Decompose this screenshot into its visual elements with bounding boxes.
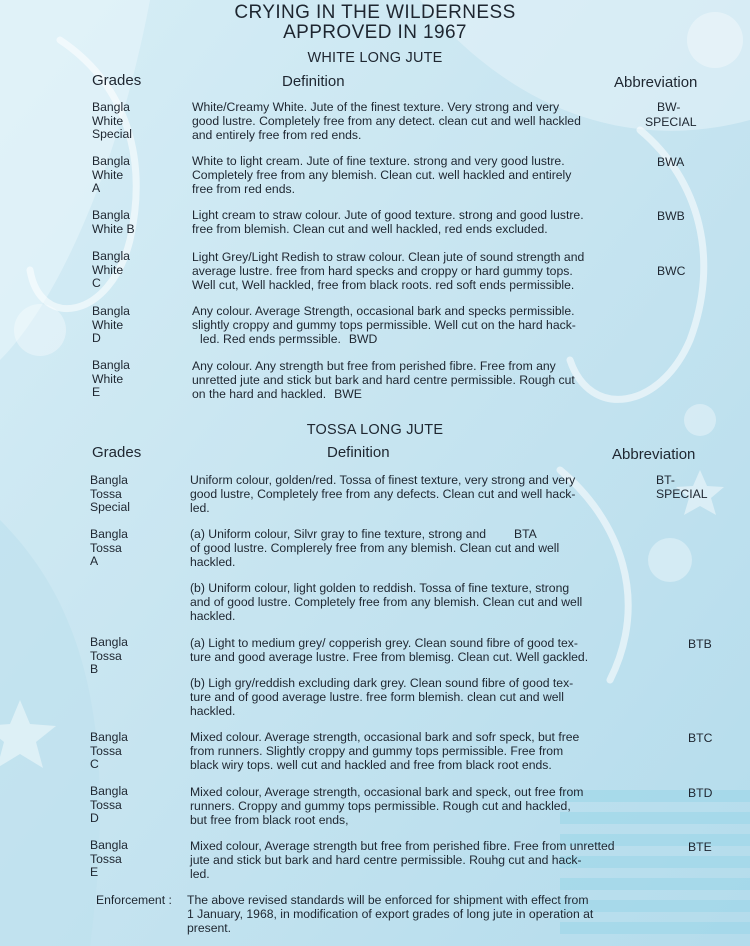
white-abbr-special: BW- — [657, 100, 681, 114]
def-line: White/Creamy White. Jute of the finest texture. Very strong and very — [192, 100, 560, 114]
def-line: present. — [187, 920, 232, 935]
def-line: on the hard and hackled. — [192, 386, 327, 401]
def-line: of good lustre. Complerely free from any blemish. Clean cut and well — [190, 540, 560, 555]
tossa-grade-b: Bangla Tossa B — [90, 635, 128, 676]
def-line: hackled. — [190, 554, 236, 569]
def-line: but free from black root ends, — [190, 812, 349, 827]
white-abbreviation-header: Abbreviation — [614, 74, 698, 91]
tossa-def-special — [190, 474, 575, 515]
def-line: (a) Uniform colour, Silvr gray to fine texture, strong and — [190, 527, 487, 541]
white-def-b — [192, 209, 584, 237]
white-def-a — [192, 155, 571, 196]
tossa-abbr-special-2: SPECIAL — [656, 487, 708, 501]
def-line: from runners. Slightly croppy and gummy tops permissible. Free from — [190, 743, 564, 758]
def-line: unretted jute and stick but bark and hard centre permissible. Rough cut — [192, 372, 575, 387]
def-line: jute and stick but bark and hard centre permissible. Rouhg cut and hack- — [190, 852, 582, 867]
def-line: led. — [190, 866, 210, 881]
white-grade-c: Bangla White C — [92, 249, 130, 290]
def-line: hackled. — [190, 608, 236, 623]
def-line: led. Red ends permssible. — [200, 331, 341, 346]
def-line: average lustre. free from hard specks and croppy or hard gummy tops. — [192, 263, 573, 278]
tossa-abbr-d: BTD — [688, 786, 713, 800]
def-line: Completely free from any blemish. Clean cut. well hackled and entirely — [192, 167, 572, 182]
def-line: Mixed colour, Average strength, occasional bark and speck, out free from — [190, 785, 584, 799]
def-line: 1 January, 1968, in modification of export grades of long jute in operation at — [187, 906, 594, 921]
def-line: free from blemish. Clean cut and well hackled, red ends excluded. — [192, 221, 548, 236]
def-line: and entirely free from red ends. — [192, 127, 362, 142]
tossa-def-c — [190, 731, 579, 772]
def-line: runners. Croppy and gummy tops permissible. Rough cut and hackled, — [190, 798, 571, 813]
tossa-def-d — [190, 786, 583, 827]
tossa-grade-c: Bangla Tossa C — [90, 730, 128, 771]
white-abbr-d: BWD — [348, 331, 378, 346]
def-line-with-abbr — [192, 388, 575, 402]
def-line: led. — [190, 500, 210, 515]
def-line: Light Grey/Light Redish to straw colour. Clean jute of sound strength and — [192, 250, 585, 264]
def-line: free from red ends. — [192, 181, 295, 196]
def-line: Any colour. Average Strength, occasional bark and specks permissible. — [192, 304, 575, 318]
tossa-abbr-special: BT- — [656, 473, 675, 487]
white-grade-d: Bangla White D — [92, 304, 130, 345]
def-line: Uniform colour, golden/red. Tossa of finest texture, very strong and very — [190, 473, 576, 487]
tossa-abbr-b: BTB — [688, 637, 712, 651]
white-grade-e: Bangla White E — [92, 358, 130, 399]
def-line: Mixed colour. Average strength, occasional bark and sofr speck, but free — [190, 730, 580, 744]
white-def-e — [192, 360, 575, 401]
def-line: The above revised standards will be enforced for shipment with effect from — [187, 893, 589, 907]
tossa-grades-header: Grades — [92, 444, 142, 461]
def-line: good lustre. Completely free from any detect. clean cut and well hackled — [192, 113, 581, 128]
def-line: ture and good average lustre. Free from blemisg. Clean cut. Well gackled. — [190, 649, 589, 664]
def-line: Any colour. Any strength but free from perished fibre. Free from any — [192, 359, 556, 373]
tossa-grade-e: Bangla Tossa E — [90, 838, 128, 879]
tossa-def-b — [190, 637, 588, 665]
white-abbr-e: BWE — [334, 386, 362, 401]
def-line: (b) Ligh gry/reddish excluding dark grey. Clean sound fibre of good tex- — [190, 676, 574, 690]
tossa-grade-a: Bangla Tossa A — [90, 527, 128, 568]
white-abbr-a: BWA — [657, 155, 685, 169]
tossa-def-e — [190, 840, 615, 881]
white-abbr-special-2: SPECIAL — [645, 115, 697, 129]
title-line-1: CRYING IN THE WILDERNESS — [234, 2, 516, 23]
def-line: hackled. — [190, 703, 236, 718]
title-line-2: APPROVED IN 1967 — [283, 22, 467, 43]
def-line: ture and of good average lustre. free form blemish. clean cut and well — [190, 689, 564, 704]
tossa-grade-special: Bangla Tossa Special — [90, 473, 130, 514]
white-grade-b: Bangla White B — [92, 208, 135, 236]
white-grade-special: Bangla White Special — [92, 100, 132, 141]
tossa-def-a-b — [190, 582, 582, 623]
tossa-def-a — [190, 528, 559, 569]
tossa-def-b-b — [190, 677, 573, 718]
def-line: White to light cream. Jute of fine texture. strong and very good lustre. — [192, 154, 565, 168]
def-line: and of good lustre. Completely free from any blemish. Clean cut and well — [190, 594, 583, 609]
white-abbr-c: BWC — [657, 264, 686, 278]
tossa-abbr-c: BTC — [688, 731, 713, 745]
enforcement-text — [187, 894, 593, 935]
def-line-with-abbr — [192, 333, 576, 347]
tossa-definition-header: Definition — [327, 444, 390, 461]
def-line: Mixed colour, Average strength but free from perished fibre. Free from unretted — [190, 839, 615, 853]
def-line: black wiry tops. well cut and hackled and free from black root ends. — [190, 757, 552, 772]
tossa-abbr-a: BTA — [514, 527, 537, 541]
white-grades-header: Grades — [92, 72, 142, 89]
def-line: Light cream to straw colour. Jute of good texture. strong and good lustre. — [192, 208, 584, 222]
white-def-c — [192, 251, 584, 292]
def-line: (b) Uniform colour, light golden to reddish. Tossa of fine texture, strong — [190, 581, 570, 595]
white-abbr-b: BWB — [657, 209, 685, 223]
tossa-abbr-e: BTE — [688, 840, 712, 854]
def-line-with-abbr — [190, 528, 559, 542]
white-section-title: WHITE LONG JUTE — [307, 50, 443, 66]
def-line: good lustre, Completely free from any defects. Clean cut and well hack- — [190, 486, 576, 501]
white-grade-a: Bangla White A — [92, 154, 130, 195]
white-def-special — [192, 101, 581, 142]
tossa-grade-d: Bangla Tossa D — [90, 784, 128, 825]
white-definition-header: Definition — [282, 73, 345, 90]
tossa-abbreviation-header: Abbreviation — [612, 446, 696, 463]
def-line: (a) Light to medium grey/ copperish grey. Clean sound fibre of good tex- — [190, 636, 578, 650]
def-line: Well cut, Well hackled, free from black roots. red soft ends permissible. — [192, 277, 575, 292]
def-line: slightly croppy and gummy tops permissible. Well cut on the hard hack- — [192, 317, 576, 332]
enforcement-label: Enforcement : — [96, 893, 172, 907]
white-def-d — [192, 305, 576, 346]
tossa-section-title: TOSSA LONG JUTE — [306, 422, 444, 438]
